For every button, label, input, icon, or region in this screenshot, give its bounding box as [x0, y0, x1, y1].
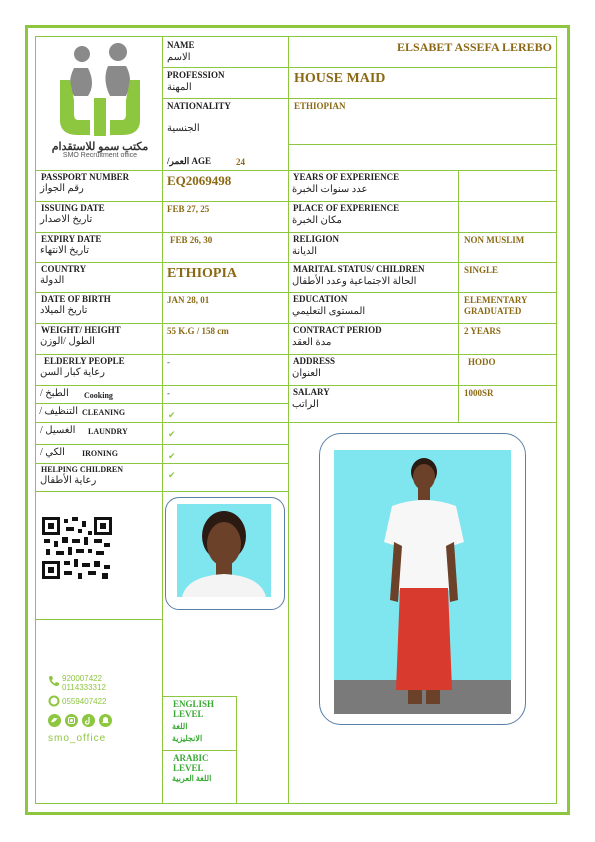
field-value: 2 YEARS: [464, 326, 501, 336]
field-label: WEIGHT/ HEIGHT: [41, 325, 121, 335]
portrait-photo: [177, 504, 271, 597]
whatsapp-icon: [48, 695, 60, 707]
field-label: MARITAL STATUS/ CHILDREN: [293, 264, 425, 274]
row-line: [162, 98, 557, 99]
field-label: DATE OF BIRTH: [41, 294, 111, 304]
row-line: [36, 292, 557, 293]
arabic-level-label: ARABIC LEVEL: [173, 753, 209, 773]
profession-label: PROFESSION: [167, 70, 225, 80]
phone1: 920007422: [62, 674, 103, 683]
arabic-level-label-ar: اللغة العربية: [172, 774, 212, 783]
nationality-value: ETHIOPIAN: [294, 101, 346, 111]
social-handle: smo_office: [48, 733, 107, 744]
skill-label-ar: الكي /: [40, 447, 65, 458]
english-level-label-ar: اللغة الانجليزية: [172, 722, 203, 743]
field-value: HODO: [468, 357, 496, 367]
row-line: [36, 170, 557, 171]
field-label-ar: الحالة الاجتماعية وعدد الأطفال: [292, 276, 417, 287]
field-label: EXPIRY DATE: [41, 234, 102, 244]
field-label-ar: العنوان: [292, 368, 321, 379]
twitter-icon: [48, 714, 61, 728]
field-label-ar: عدد سنوات الخبرة: [292, 184, 368, 195]
name-label-ar: الاسم: [167, 52, 191, 63]
field-value: ETHIOPIA: [167, 266, 238, 281]
row-line: [36, 232, 557, 233]
field-label-ar: رقم الجواز: [40, 183, 84, 194]
field-label: Cooking: [84, 391, 113, 400]
field-label-ar: الطول /الوزن: [40, 336, 95, 347]
field-label: PASSPORT NUMBER: [41, 172, 130, 182]
profession-label-ar: المهنة: [167, 82, 192, 93]
row-line: [36, 323, 557, 324]
name-value: ELSABET ASSEFA LEREBO: [397, 40, 552, 54]
check-icon: ✔: [168, 429, 176, 439]
field-label: SALARY: [293, 387, 330, 397]
whatsapp-number: 0559407422: [62, 697, 107, 706]
skill-label-ar: الغسيل /: [40, 425, 76, 436]
field-value: 55 K.G / 158 cm: [167, 326, 229, 336]
field-label-ar: الدولة: [40, 275, 65, 286]
skill-label: HELPING CHILDREN: [41, 465, 124, 474]
check-icon: ✔: [168, 451, 176, 461]
field-label-ar: تاريخ الانتهاء: [40, 245, 90, 256]
row-line: [36, 444, 288, 445]
field-value: ELEMENTARY GRADUATED: [464, 295, 528, 316]
row-line: [162, 750, 237, 751]
row-line: [36, 385, 557, 386]
field-value: FEB 27, 25: [167, 204, 210, 214]
row-line: [162, 67, 557, 68]
field-label-ar: مكان الخبرة: [292, 215, 342, 226]
row-line: [36, 201, 557, 202]
skill-label-ar: رعاية الأطفال: [40, 475, 97, 486]
field-label-ar: رعاية كبار السن: [40, 367, 105, 378]
logo-english-name: SMO Recruitment office: [62, 152, 138, 159]
check-icon: ✔: [168, 470, 176, 480]
field-value: SINGLE: [464, 265, 499, 275]
row-line: [162, 696, 237, 697]
col-divider-1: [162, 36, 163, 804]
check-icon: ✔: [168, 410, 176, 420]
field-label: EDUCATION: [293, 294, 348, 304]
field-value: -: [167, 388, 170, 398]
profession-value: HOUSE MAID: [294, 71, 386, 86]
field-value: JAN 28, 01: [167, 295, 210, 305]
english-level-label: ENGLISH LEVEL: [173, 699, 215, 719]
field-label: YEARS OF EXPERIENCE: [293, 172, 400, 182]
instagram-icon: [65, 714, 78, 728]
field-label-ar: تاريخ الميلاد: [40, 305, 88, 316]
row-line: [36, 354, 557, 355]
field-value: -: [167, 357, 170, 367]
skill-label: CLEANING: [82, 408, 126, 417]
field-value: NON MUSLIM: [464, 235, 525, 245]
phone2: 0114333312: [62, 683, 106, 692]
qr-code: [42, 517, 112, 579]
field-label-ar: تاريخ الاصدار: [40, 214, 93, 225]
row-line: [36, 463, 288, 464]
age-label: /العمر AGE: [167, 156, 212, 166]
name-label: NAME: [167, 40, 195, 50]
row-line: [288, 144, 557, 145]
field-label-ar: مدة العقد: [292, 337, 332, 348]
field-label: RELIGION: [293, 234, 340, 244]
field-label: ADDRESS: [293, 356, 336, 366]
field-label: COUNTRY: [41, 264, 87, 274]
row-line: [36, 262, 557, 263]
field-label: PLACE OF EXPERIENCE: [293, 203, 400, 213]
field-value: 1000SR: [464, 388, 494, 398]
nationality-label-ar: الجنسية: [167, 123, 200, 134]
field-label: CONTRACT PERIOD: [293, 325, 382, 335]
social-icons: [48, 714, 112, 728]
logo-arabic-name: مكتب سمو للاستقدام: [51, 141, 149, 153]
age-value: 24: [236, 157, 245, 167]
field-value: FEB 26, 30: [170, 235, 213, 245]
skill-label: LAUNDRY: [88, 427, 128, 436]
full-body-photo: [334, 450, 511, 714]
field-label-ar: الراتب: [292, 399, 319, 410]
field-label-ar: الديانة: [292, 246, 318, 257]
col-divider-2: [288, 36, 289, 804]
row-line: [36, 422, 557, 423]
field-label: ISSUING DATE: [41, 203, 105, 213]
phone-icon: [48, 675, 60, 687]
row-line: [36, 403, 288, 404]
row-line: [36, 491, 288, 492]
skill-label: IRONING: [82, 449, 119, 458]
field-label-ar: المستوى التعليمي: [292, 306, 366, 317]
field-label-ar: الطبخ /: [40, 388, 69, 399]
field-value: EQ2069498: [167, 173, 232, 188]
row-line: [36, 619, 162, 620]
snapchat-icon: [99, 714, 112, 728]
skill-label-ar: التنظيف /: [39, 406, 78, 417]
field-label: ELDERLY PEOPLE: [44, 356, 125, 366]
tiktok-icon: [82, 714, 95, 728]
nationality-label: NATIONALITY: [167, 101, 231, 111]
